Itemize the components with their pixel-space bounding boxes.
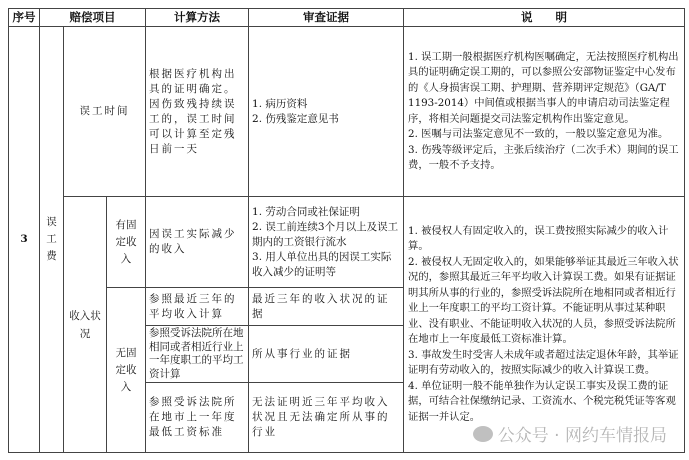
header-seq: 序号	[9, 9, 40, 27]
evidence-item: 3. 用人单位出具的因误工实际收入减少的证明等	[252, 250, 392, 278]
note-item: 4. 单位证明一般不能单独作为认定误工事实及误工费的证据，可结合社保缴纳记录、工资流水、个税完税凭证等客观证据一并认定。	[408, 379, 676, 423]
note-item: 2. 医嘱与司法鉴定意见不一致的，一般以鉴定意见为准。	[408, 128, 669, 140]
header-note: 说 明	[404, 9, 685, 27]
method-cell: 因误工实际减少的收入	[146, 197, 249, 288]
method-cell: 参照受诉法院所在地相同或者相近行业上一年度职工的平均工资计算	[146, 326, 249, 383]
header-row	[9, 9, 685, 27]
evidence-item: 2. 误工前连续3个月以上及误工期内的工资银行流水	[252, 220, 399, 248]
method-cell: 参照最近三年的平均收入计算	[146, 288, 249, 326]
unfixed-income-label: 无固定收入	[107, 288, 146, 453]
note-item: 2. 被侵权人无固定收入的，如果能够举证其最近三年收入状况的，参照其最近三年平均收入计算误工费。如果有证据证明其所从事的行业的，参照受诉法院所在地相同或者相近行业上一年度职工的平均工资计算。不能证明从事过某种职业、没有职业、不能证明收入状况的人员，参照受诉法院所在地市上一年度最低工资标准计算。	[408, 255, 679, 346]
note-item: 3. 伤残等级评定后，主张后续治疗（二次手术）期间的误工费，一般不予支持。	[408, 143, 679, 171]
note-cell	[404, 27, 685, 197]
income-label: 收入状况	[64, 197, 107, 453]
note-item: 3. 事故发生时受害人未成年或者超过法定退休年龄，其举证证明有劳动收入的，按照实际减少的收入计算误工费。	[408, 348, 679, 377]
seq-cell: 3	[9, 27, 40, 453]
wechat-icon	[473, 426, 493, 442]
evidence-item: 1. 劳动合同或社保证明	[252, 205, 360, 218]
table-row	[9, 197, 685, 288]
evidence-cell	[249, 197, 404, 288]
evidence-cell	[249, 27, 404, 197]
header-method: 计算方法	[146, 9, 249, 27]
evidence-item: 2. 伤残鉴定意见书	[252, 112, 339, 125]
evidence-cell: 所从事行业的证据	[249, 326, 404, 383]
note-item: 1. 误工期一般根据医疗机构医嘱确定，无法按照医疗机构出具的证明确定误工期的，可以参照公安部物证鉴定中心发布的《人身损害误工期、护理期、营养期评定规范》（GA/T 1193-2014）中间值或根据当事人的申请启动司法鉴定程序，将相关问题提交司法鉴定机构作出鉴定意见。	[408, 50, 679, 125]
lost-time-label: 误工时间	[64, 27, 146, 197]
table-row	[9, 27, 685, 197]
method-cell: 参照受诉法院所在地市上一年度最低工资标准	[146, 383, 249, 453]
compensation-table	[8, 8, 685, 453]
evidence-item: 1. 病历资料	[252, 97, 308, 110]
header-item: 赔偿项目	[40, 9, 146, 27]
watermark-text: 公众号 · 网约车情报局	[497, 426, 667, 446]
note-item: 1. 被侵权人有固定收入的，误工费按照实际减少的收入计算。	[408, 224, 669, 253]
method-cell: 根据医疗机构出具的证明确定。因伤致残持续误工的，误工时间可以计算至定残日前一天	[146, 27, 249, 197]
evidence-cell: 最近三年的收入状况的证据	[249, 288, 404, 326]
evidence-cell: 无法证明近三年平均收入状况且无法确定所从事的行业	[249, 383, 404, 453]
note-cell	[404, 197, 685, 453]
header-evidence: 审查证据	[249, 9, 404, 27]
fixed-income-label: 有固定收入	[107, 197, 146, 288]
category-cell: 误工费	[40, 27, 64, 453]
watermark	[473, 421, 667, 446]
